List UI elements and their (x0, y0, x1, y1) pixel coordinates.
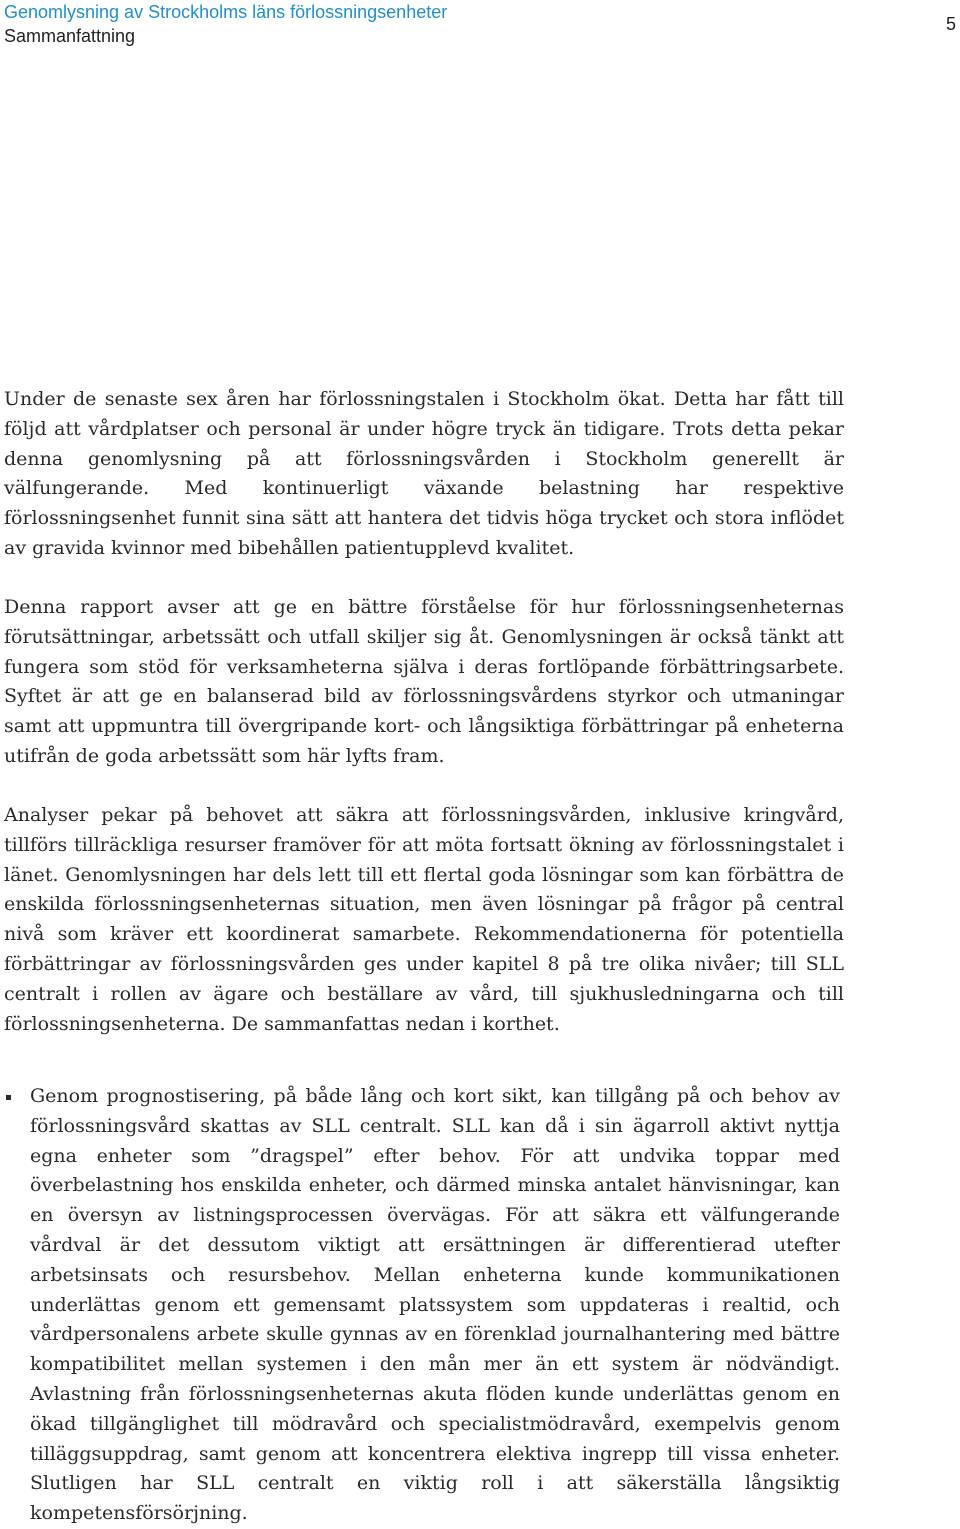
paragraph-analysis: Analyser pekar på behovet att säkra att förlossningsvården, inklusive kringvård, tillförs tillräckliga resurser framöver för att möta fortsatt ökning av förlossningstalet i länet. Genomlysningen har dels lett till ett flertal goda lösningar som kan förbättra de enskilda förlossningsenheternas situation, men även lösningar på frågor på central nivå som kräver ett koordinerat samarbete. Rekommendationerna för potentiella förbättringar av förlossningsvården ges under kapitel 8 på tre olika nivåer; till SLL centralt i rollen av ägare och beställare av vård, till sjukhusledningarna och till förlossningsenheterna. De sammanfattas nedan i korthet. (4, 804, 844, 1035)
bullet-list (4, 1082, 840, 1529)
section-title: Sammanfattning (4, 26, 136, 46)
paragraph-intro: Under de senaste sex åren har förlossningstalen i Stockholm ökat. Detta har fått till följd att vårdplatser och personal är under högre tryck än tidigare. Trots detta pekar denna genomlysning på att förlossningsvården i Stockholm generellt är välfungerande. Med kontinuerligt växande belastning har respektive förlossningsenhet funnit sina sätt att hantera det tidvis höga trycket och stora inflödet av gravida kvinnor med bibehållen patientupplevd kvalitet. (4, 388, 844, 559)
square-bullet-icon (6, 1095, 11, 1100)
list-item-text: Genom prognostisering, på både lång och kort sikt, kan tillgång på och behov av förlossningsvård skattas av SLL centralt. SLL kan då i sin ägarroll aktivt nyttja egna enheter som ”dragspel” efter behov. För att undvika toppar med överbelastning hos enskilda enheter, och därmed minska antalet hänvisningar, kan en översyn av listningsprocessen övervägas. För att säkra ett välfungerande vårdval är det dessutom viktigt att ersättningen är differentierad utefter arbetsinsats och resursbehov. Mellan enheterna kunde kommunikationen underlättas genom ett gemensamt platssystem som uppdateras i realtid, och vårdpersonalens arbete skulle gynnas av en förenklad journalhantering med bättre kompatibilitet mellan systemen i den mån mer än ett system är nödvändigt. Avlastning från förlossningsenheternas akuta flöden kunde underlättas genom en ökad tillgänglighet till mödravård och specialistmödravård, exempelvis genom tilläggsuppdrag, samt genom att koncentrera elektiva ingrepp till vissa enheter. Slutligen har SLL centralt en viktig roll i att säkerställa långsiktig kompetensförsörjning. (30, 1085, 840, 1525)
list-item (4, 1082, 840, 1529)
document-title: Genomlysning av Strockholms läns förlossningsenheter (4, 2, 448, 22)
paragraph-purpose: Denna rapport avser att ge en bättre förståelse för hur förlossningsenheternas förutsättningar, arbetssätt och utfall skiljer sig åt. Genomlysningen är också tänkt att fungera som stöd för verksamheterna själva i deras fortlöpande förbättringsarbete. Syftet är att ge en balanserad bild av förlossningsvårdens styrkor och utmaningar samt att uppmuntra till övergripande kort- och långsiktiga förbättringar på enheterna utifrån de goda arbetssätt som här lyfts fram. (4, 596, 844, 767)
page-number: 5 (945, 14, 956, 34)
